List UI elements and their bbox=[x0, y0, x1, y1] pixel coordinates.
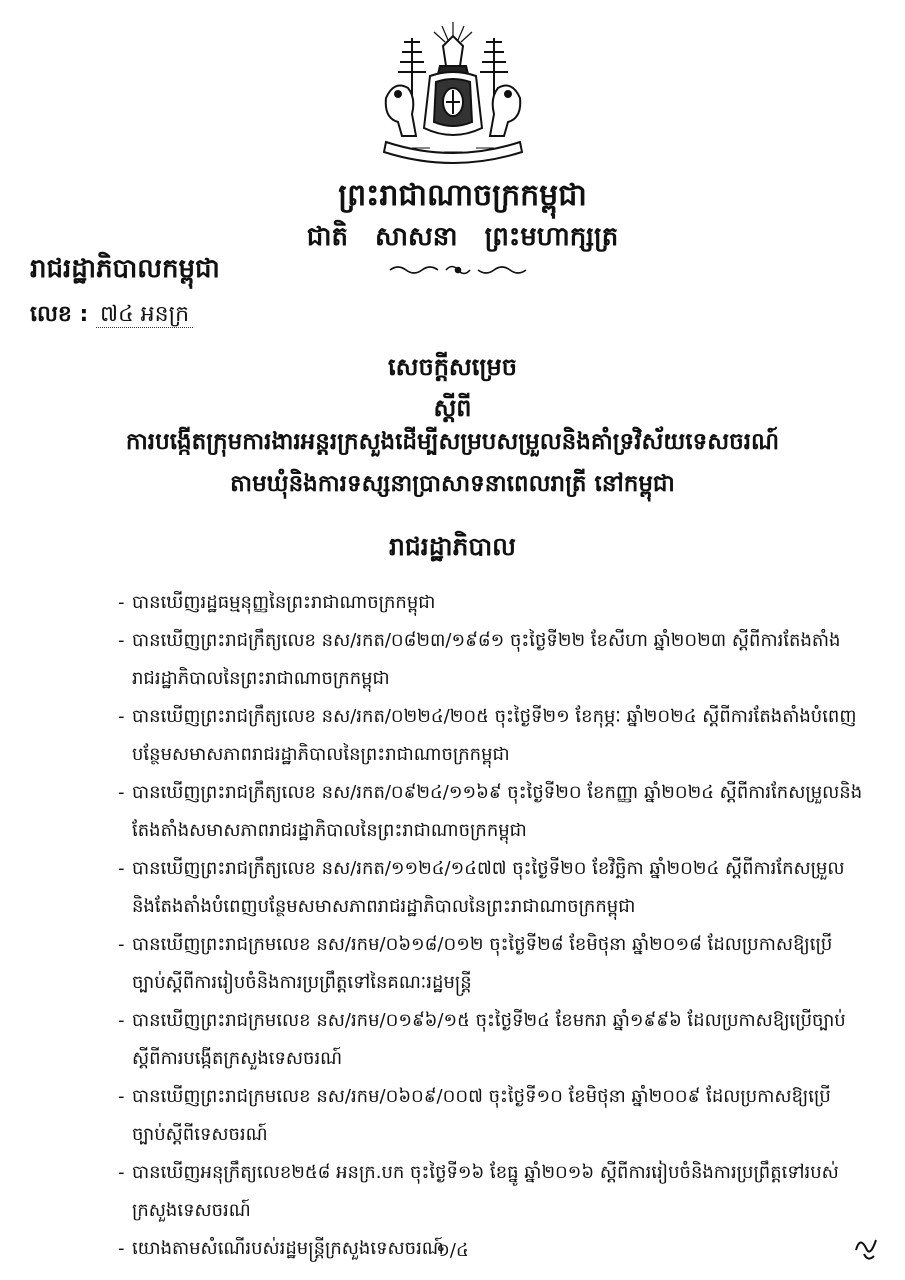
kingdom-name: ព្រះរាជាណាចក្រកម្ពុជា bbox=[338, 178, 587, 213]
document-number bbox=[30, 300, 193, 332]
number-value: ៧៤ អនក្រ bbox=[96, 302, 193, 328]
royal-coat-of-arms-icon bbox=[372, 18, 534, 168]
considerations-list bbox=[118, 584, 863, 1268]
national-motto: ជាតិ សាសនា ព្រះមហាក្សត្រ bbox=[306, 222, 619, 252]
list-item: - បានឃើញព្រះរាជក្រមលេខ នស/រកម/០៦០៩/០០៧ ចុះថ្ងៃទី១០ ខែមិថុនា ឆ្នាំ២០០៩ ដែលប្រកាសឱ្យប្រើច្បាប់ស្ដីពីទេសចរណ៍ bbox=[118, 1086, 831, 1145]
list-item: - បានឃើញព្រះរាជក្រឹត្យលេខ នស/រកត/១១២៤/១៤៧៧ ចុះថ្ងៃទី២០ ខែវិច្ឆិកា ឆ្នាំ២០២៤ ស្ដីពីការកែសម្រួលនិងតែងតាំងបំពេញបន្ថែមសមាសភាពរាជរដ្ឋាភិបាលនៃព្រះរាជាណាចក្រកម្ពុជា bbox=[118, 858, 845, 917]
list-item: - យោងតាមសំណើរបស់រដ្ឋមន្ត្រីក្រសួងទេសចរណ៍ bbox=[118, 1238, 444, 1259]
subject-line-2: តាមឃុំនិងការទស្សនាប្រាសាទនាពេលរាត្រី នៅកម្ពុជា bbox=[230, 471, 675, 497]
page-number: ១/៤ bbox=[436, 1240, 469, 1261]
list-item: - បានឃើញអនុក្រឹត្យលេខ២៥៨ អនក្រ.បក ចុះថ្ងៃទី១៦ ខែធ្នូ ឆ្នាំ២០១៦ ស្ដីពីការរៀបចំនិងការប្រព្រឹត្តទៅរបស់ក្រសួងទេសចរណ៍ bbox=[118, 1162, 839, 1221]
list-item: - បានឃើញរដ្ឋធម្មនុញ្ញនៃព្រះរាជាណាចក្រកម្ពុជា bbox=[118, 592, 436, 613]
list-item: - បានឃើញព្រះរាជក្រឹត្យលេខ នស/រកត/០៨២៣/១៩៨១ ចុះថ្ងៃទី២២ ខែសីហា ឆ្នាំ២០២៣ ស្ដីពីការតែងតាំងរាជរដ្ឋាភិបាលនៃព្រះរាជាណាចក្រកម្ពុជា bbox=[118, 630, 841, 689]
ornament-divider-icon bbox=[388, 262, 528, 276]
issuer-heading: រាជរដ្ឋាភិបាល bbox=[389, 532, 516, 561]
regarding-label: ស្ដីពី bbox=[433, 394, 472, 422]
list-item: - បានឃើញព្រះរាជក្រឹត្យលេខ នស/រកត/០៩២៤/១១៦៩ ចុះថ្ងៃទី២០ ខែកញ្ញា ឆ្នាំ២០២៤ ស្ដីពីការកែសម្រួលនិងតែងតាំងសមាសភាពរាជរដ្ឋាភិបាលនៃព្រះរាជាណាចក្រកម្ពុជា bbox=[118, 782, 863, 841]
list-item: - បានឃើញព្រះរាជក្រមលេខ នស/រកម/០១៩៦/១៥ ចុះថ្ងៃទី២៤ ខែមករា ឆ្នាំ១៩៩៦ ដែលប្រកាសឱ្យប្រើច្បាប់ស្ដីពីការបង្កើតក្រសួងទេសចរណ៍ bbox=[118, 1010, 846, 1069]
list-item: - បានឃើញព្រះរាជក្រឹត្យលេខ នស/រកត/០២២៤/២០៥ ចុះថ្ងៃទី២១ ខែកុម្ភៈ ឆ្នាំ២០២៤ ស្ដីពីការតែងតាំងបំពេញបន្ថែមសមាសភាពរាជរដ្ឋាភិបាលនៃព្រះរាជាណាចក្រកម្ពុជា bbox=[118, 706, 857, 765]
government-name: រាជរដ្ឋាភិបាលកម្ពុជា bbox=[30, 254, 220, 284]
decision-heading: សេចក្ដីសម្រេច bbox=[387, 353, 518, 381]
subject-line-1: ការបង្កើតក្រុមការងារអន្តរក្រសួងដើម្បីសម្របសម្រួលនិងគាំទ្រវិស័យទេសចរណ៍ bbox=[125, 429, 780, 455]
list-item: - បានឃើញព្រះរាជក្រមលេខ នស/រកម/០៦១៨/០១២ ចុះថ្ងៃទី២៨ ខែមិថុនា ឆ្នាំ២០១៨ ដែលប្រកាសឱ្យប្រើច្បាប់ស្ដីពីការរៀបចំនិងការប្រព្រឹត្តទៅនៃគណៈរដ្ឋមន្ត្រី bbox=[118, 934, 833, 993]
number-label: លេខ : bbox=[30, 302, 89, 327]
handwritten-initial-icon bbox=[850, 1228, 882, 1264]
